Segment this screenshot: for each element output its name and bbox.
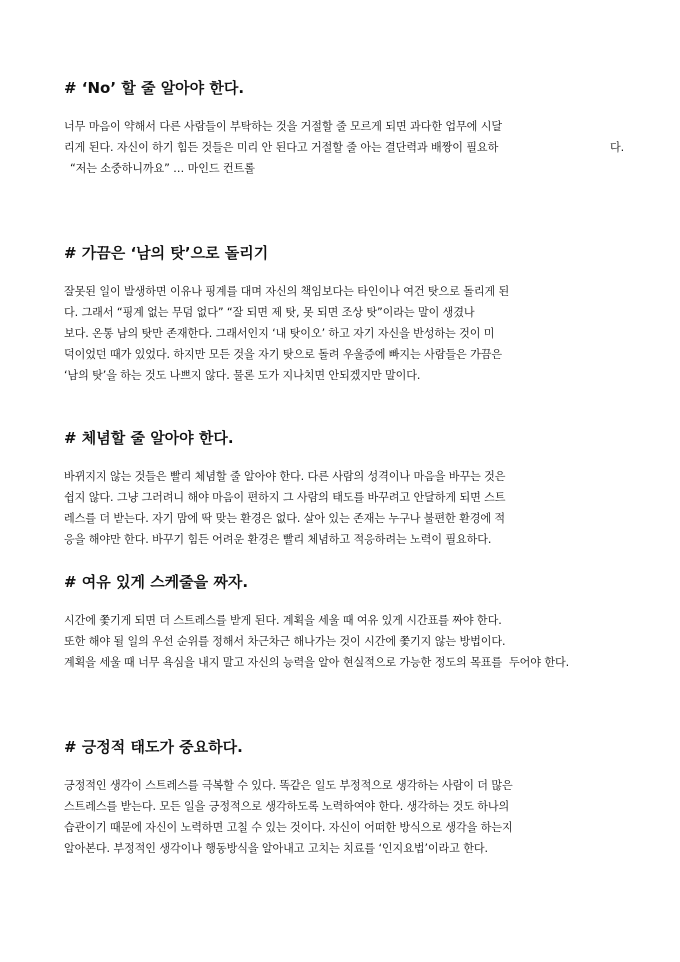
body-line: 쉽지 않다. 그냥 그러려니 해야 마음이 편하지 그 사람의 태도를 바꾸려고 안달하게 되면 스트 [64, 491, 506, 504]
section-body [64, 466, 624, 550]
body-line: 알아본다. 부정적인 생각이나 행동방식을 알아내고 고치는 치료를 ‘인지요법’이라고 한다. [64, 842, 488, 855]
body-line: ‘남의 탓’을 하는 것도 나쁘지 않다. 물론 도가 지나치면 안되겠지만 말이다. [64, 369, 421, 382]
section-heading: # ‘No’ 할 줄 알아야 한다. [64, 79, 245, 97]
section-say-no [64, 79, 624, 179]
body-line: 너무 마음이 약해서 다른 사람들이 부탁하는 것을 거절할 줄 모르게 되면 과다한 업무에 시달 [64, 120, 502, 133]
body-line: 보다. 온통 남의 탓만 존재한다. 그래서인지 ‘내 탓이오’ 하고 자기 자신을 반성하는 것이 미 [64, 327, 495, 340]
section-body [64, 610, 624, 673]
section-heading: # 긍정적 태도가 중요하다. [64, 738, 243, 756]
body-line: 계획을 세울 때 너무 욕심을 내지 말고 자신의 능력을 알아 현실적으로 가능한 정도의 목표를 [64, 656, 502, 669]
section-body [64, 775, 624, 859]
section-positive-attitude [64, 738, 624, 859]
section-schedule [64, 573, 624, 673]
quote-line: “저는 소중하니까요” … 마인드 컨트롤 [69, 162, 255, 175]
body-line: 응을 해야만 한다. 바꾸기 힘든 어려운 환경은 빨리 체념하고 적응하려는 노력이 필요하다. [64, 533, 492, 546]
body-line: 스트레스를 받는다. 모든 일을 긍정적으로 생각하도록 노력하여야 한다. 생각하는 것도 하나의 [64, 800, 510, 813]
section-resignation [64, 429, 624, 550]
body-line: 잘못된 일이 발생하면 이유나 핑계를 대며 자신의 책임보다는 타인이나 여건 탓으로 돌리게 된 [64, 285, 510, 298]
body-line: 덕이었던 때가 있었다. 하지만 모든 것을 자기 탓으로 돌려 우울증에 빠지는 사람들은 가끔은 [64, 348, 502, 361]
body-line: 습관이기 때문에 자신이 노력하면 고칠 수 있는 것이다. 자신이 어떠한 방식으로 생각을 하는지 [64, 821, 513, 834]
section-body [64, 281, 624, 386]
body-line: 시간에 쫓기게 되면 더 스트레스를 받게 된다. 계획을 세울 때 여유 있게 시간표를 짜야 한다. [64, 614, 502, 627]
section-blame-others [64, 244, 624, 386]
body-line: 다. 그래서 “핑계 없는 무덤 없다” “잘 되면 제 탓, 못 되면 조상 탓”이라는 말이 생겼나 [64, 306, 475, 319]
section-heading: # 체념할 줄 알아야 한다. [64, 429, 234, 447]
section-heading: # 가끔은 ‘남의 탓’으로 돌리기 [64, 244, 269, 262]
section-body [64, 116, 624, 179]
section-heading: # 여유 있게 스케줄을 짜자. [64, 573, 249, 591]
body-line: 레스를 더 받는다. 자기 맘에 딱 맞는 환경은 없다. 살아 있는 존재는 누구나 불편한 환경에 적 [64, 512, 506, 525]
body-line: 리게 된다. 자신이 하기 힘든 것들은 미리 안 된다고 거절할 줄 아는 결단력과 배짱이 필요하 [64, 141, 499, 154]
body-line: 긍정적인 생각이 스트레스를 극복할 수 있다. 똑같은 일도 부정적으로 생각하는 사람이 더 많은 [64, 779, 513, 792]
body-line: 또한 해야 될 일의 우선 순위를 정해서 차근차근 해나가는 것이 시간에 쫓기지 않는 방법이다. [64, 635, 506, 648]
body-line: 다. [609, 141, 624, 154]
body-line: 바뀌지지 않는 것들은 빨리 체념할 줄 알아야 한다. 다른 사람의 성격이나 마음을 바꾸는 것은 [64, 470, 506, 483]
body-line: 두어야 한다. [508, 656, 569, 669]
